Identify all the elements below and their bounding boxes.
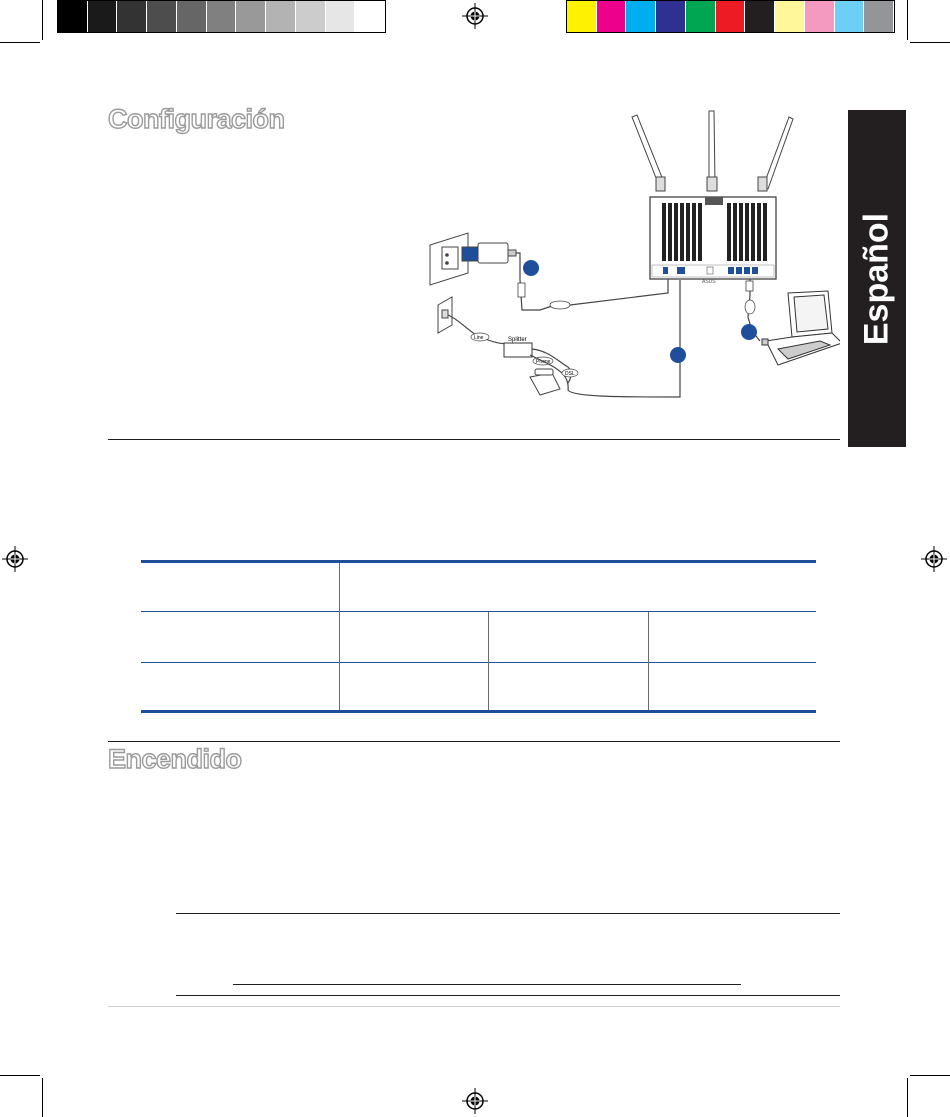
table-column-divider	[488, 612, 489, 710]
spec-table	[141, 560, 816, 713]
note-inner-rule	[233, 984, 741, 985]
grayscale-swatch	[207, 1, 237, 32]
telephone-icon	[530, 369, 560, 395]
process-color-swatch	[626, 1, 656, 32]
registration-mark-icon	[462, 3, 488, 29]
registration-mark-icon	[921, 546, 947, 572]
grayscale-color-bar	[57, 0, 386, 33]
grayscale-swatch	[296, 1, 326, 32]
process-color-swatch	[835, 1, 865, 32]
section-divider	[108, 439, 840, 440]
grayscale-swatch	[177, 1, 207, 32]
process-color-swatch	[805, 1, 835, 32]
grayscale-swatch	[58, 1, 88, 32]
router-antennas	[632, 111, 793, 191]
registration-mark-icon	[2, 546, 28, 572]
crop-mark	[42, 1078, 43, 1117]
note-top-rule	[176, 913, 840, 914]
table-bottom-border	[141, 710, 816, 713]
section-divider	[108, 741, 840, 742]
crop-mark	[910, 42, 950, 43]
setup-heading: Configuración	[108, 104, 285, 134]
grayscale-swatch	[88, 1, 118, 32]
process-color-swatch	[656, 1, 686, 32]
grayscale-swatch	[236, 1, 266, 32]
process-color-swatch	[864, 1, 894, 32]
grayscale-swatch	[117, 1, 147, 32]
process-color-swatch	[597, 1, 627, 32]
power-heading: Encendido	[108, 744, 242, 774]
process-color-swatch	[745, 1, 775, 32]
power-outlet-icon	[430, 233, 516, 285]
registration-mark-icon	[462, 1088, 488, 1114]
connection-diagram	[400, 105, 840, 405]
crop-mark	[0, 1075, 40, 1076]
process-color-swatch	[567, 1, 597, 32]
grayscale-swatch	[266, 1, 296, 32]
crop-mark	[0, 42, 40, 43]
step-marker-2	[670, 347, 686, 363]
splitter-label: Splitter	[508, 337, 527, 343]
router-body	[650, 197, 776, 285]
crop-mark	[907, 1078, 908, 1117]
crop-mark	[42, 0, 43, 40]
grayscale-swatch	[147, 1, 177, 32]
crop-mark	[910, 1075, 950, 1076]
crop-mark	[907, 0, 908, 40]
table-column-divider	[339, 563, 340, 710]
laptop-icon	[762, 291, 840, 365]
process-color-bar	[566, 0, 895, 33]
footer-rule	[108, 1006, 840, 1007]
language-tab-label: Español	[857, 212, 896, 345]
grayscale-swatch	[326, 1, 356, 32]
power-cable	[516, 253, 668, 310]
splitter-icon	[504, 343, 532, 357]
table-top-border	[141, 560, 816, 563]
process-color-swatch	[775, 1, 805, 32]
line-label: Line	[474, 335, 484, 341]
dsl-label: DSL	[565, 371, 575, 377]
note-bottom-rule	[176, 995, 840, 996]
step-marker-3	[741, 324, 757, 340]
table-row-divider	[141, 611, 816, 612]
table-column-divider	[648, 612, 649, 710]
step-marker-1	[523, 260, 539, 276]
phone-label: Phone	[536, 359, 551, 365]
language-tab	[848, 110, 906, 447]
table-row-divider	[141, 662, 816, 663]
process-color-swatch	[716, 1, 746, 32]
process-color-swatch	[686, 1, 716, 32]
phone-jack-icon	[438, 297, 452, 333]
grayscale-swatch	[355, 1, 385, 32]
router-brand-label: ASUS	[702, 279, 716, 285]
